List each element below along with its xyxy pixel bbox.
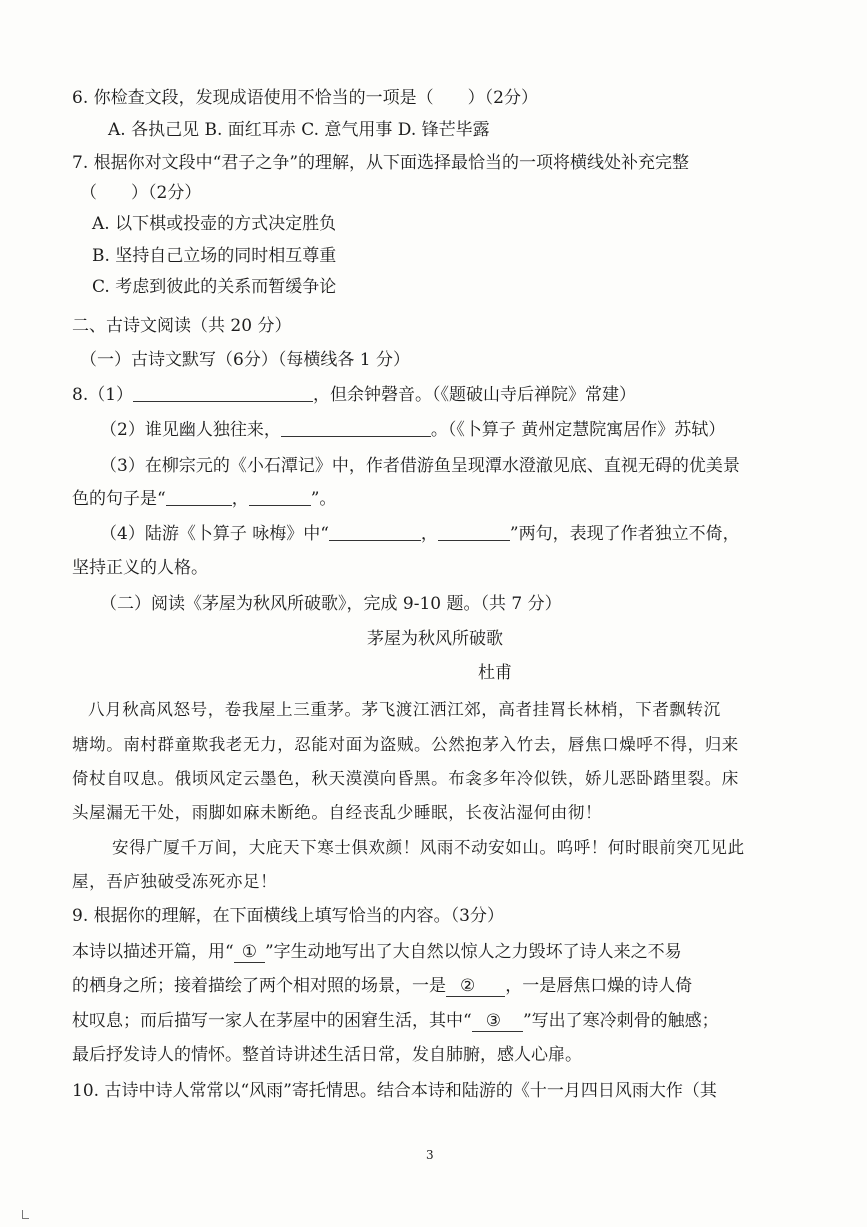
q8-blank-3a[interactable]: [166, 489, 232, 506]
q8-part2: （2）谁见幽人独往来， 。（《卜算子 黄州定慧院寓居作》苏轼）: [100, 420, 726, 440]
q9-blank-2[interactable]: ②: [446, 976, 505, 997]
poem-line-1: 八月秋高风怒号，卷我屋上三重茅。茅飞渡江洒江郊，高者挂罥长林梢，下者飘转沉: [88, 700, 721, 719]
q8-part1: 8.（1） ，但余钟磬音。（《题破山寺后禅院》常建）: [72, 385, 637, 405]
q6-stem: 6. 你检查文段，发现成语使用不恰当的一项是（ ）（2分）: [72, 88, 538, 108]
q6-options: A. 各执己见 B. 面红耳赤 C. 意气用事 D. 锋芒毕露: [108, 120, 490, 140]
poem-line-6: 屋，吾庐独破受冻死亦足！: [72, 872, 278, 891]
q9-line-1: 本诗以描述开篇，用“ ① ”字生动地写出了大自然以惊人之力毁坏了诗人来之不易: [72, 942, 682, 962]
poem-line-3: 倚杖自叹息。俄顷风定云墨色，秋天漠漠向昏黑。布衾多年冷似铁，娇儿恶卧踏里裂。床: [72, 769, 739, 788]
q8-blank-2[interactable]: [281, 420, 431, 437]
q9-line-3: 杖叹息；而后描写一家人在茅屋中的困窘生活，其中“ ③ ”写出了寒冷刺骨的触感；: [72, 1011, 719, 1031]
section-2-title: 二、古诗文阅读（共 20 分）: [72, 316, 292, 336]
section-2-sub1: （一）古诗文默写（6分）（每横线各 1 分）: [80, 350, 410, 370]
q8-part4-line2: 坚持正义的人格。: [72, 558, 208, 578]
q9-blank-3[interactable]: ③: [472, 1011, 523, 1032]
q8-blank-1[interactable]: [133, 385, 313, 402]
q8-part4-line1: （4）陆游《卜算子 咏梅》中“ ， ”两句，表现了作者独立不倚，: [100, 524, 740, 544]
q9-line-2: 的栖身之所；接着描绘了两个相对照的场景，一是 ② ，一是唇焦口燥的诗人倚: [72, 976, 693, 996]
poem-line-4: 头屋漏无干处，雨脚如麻未断绝。自经丧乱少睡眠，长夜沾湿何由彻！: [72, 803, 603, 822]
q7-option-c: C. 考虑到彼此的关系而暂缓争论: [92, 277, 337, 297]
q10-line-1: 10. 古诗中诗人常常以“风雨”寄托情思。结合本诗和陆游的《十一月四日风雨大作（其: [72, 1081, 717, 1101]
poem-line-2: 塘坳。南村群童欺我老无力，忍能对面为盗贼。公然抱茅入竹去，唇焦口燥呼不得，归来: [72, 735, 739, 754]
q7-option-b: B. 坚持自己立场的同时相互尊重: [92, 246, 337, 266]
q7-stem: 7. 根据你对文段中“君子之争”的理解，从下面选择最恰当的一项将横线处补充完整: [72, 153, 690, 173]
q7-score: （ ）（2分）: [80, 183, 202, 203]
q8-part3-line2: 色的句子是“ ， ”。: [72, 489, 337, 509]
page-number: 3: [426, 1148, 434, 1162]
poem-line-5: 安得广厦千万间，大庇天下寒士俱欢颜！风雨不动安如山。呜呼！何时眼前突兀见此: [112, 838, 745, 857]
scan-mark: [22, 1210, 29, 1219]
poem-title: 茅屋为秋风所破歌: [367, 629, 503, 649]
q8-blank-3b[interactable]: [249, 489, 311, 506]
q9-blank-1[interactable]: ①: [234, 942, 265, 963]
q8-blank-4b[interactable]: [438, 524, 510, 541]
q9-line-4: 最后抒发诗人的情怀。整首诗讲述生活日常，发自肺腑，感人心扉。: [72, 1045, 582, 1065]
q8-blank-4a[interactable]: [329, 524, 421, 541]
poem-author: 杜甫: [478, 663, 512, 683]
q9-stem: 9. 根据你的理解，在下面横线上填写恰当的内容。（3分）: [72, 906, 504, 926]
q8-part3-line1: （3）在柳宗元的《小石潭记》中，作者借游鱼呈现潭水澄澈见底、直视无碍的优美景: [100, 456, 740, 476]
q7-option-a: A. 以下棋或投壶的方式决定胜负: [92, 214, 337, 234]
section-2-sub2: （二）阅读《茅屋为秋风所破歌》，完成 9-10 题。（共 7 分）: [100, 594, 562, 614]
